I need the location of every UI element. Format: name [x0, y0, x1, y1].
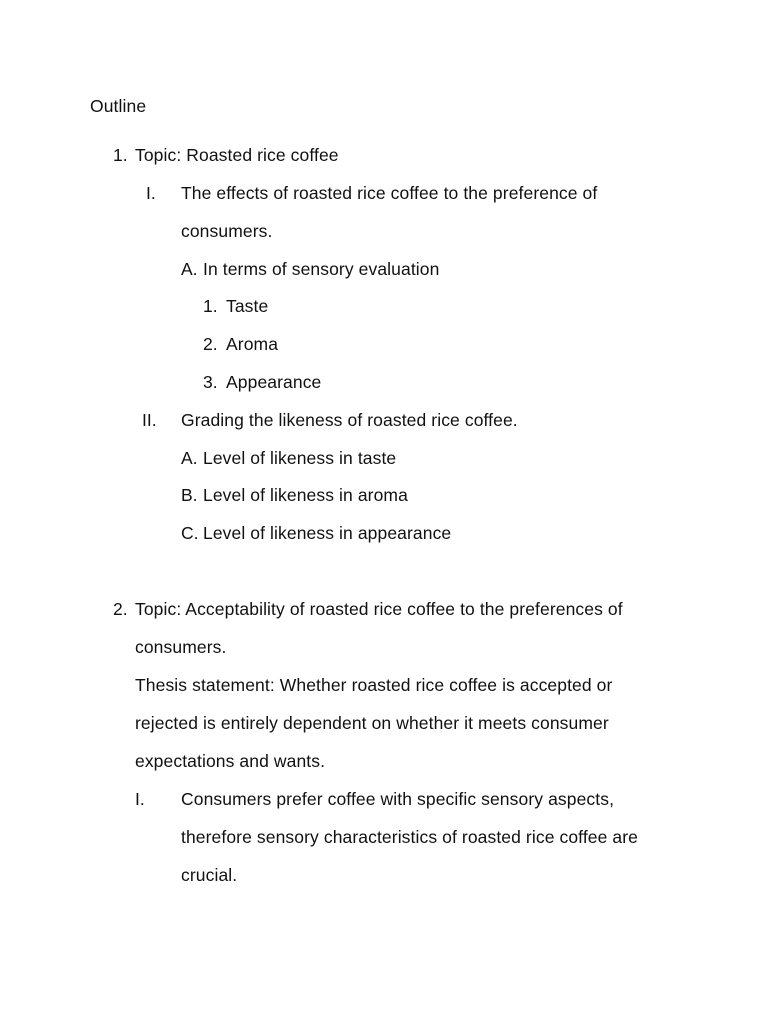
subsection-a-text: In terms of sensory evaluation	[203, 259, 440, 279]
thesis-line-1: Thesis statement: Whether roasted rice coffee is accepted or	[135, 675, 613, 695]
topic-1-section-1-line-2: consumers.	[181, 221, 273, 241]
topic-1-section-2-marker: II.	[142, 410, 157, 430]
subsection-a-marker: A.	[181, 259, 198, 279]
thesis-line-3: expectations and wants.	[135, 751, 326, 771]
likeness-item-marker: A.	[181, 448, 198, 468]
list-item-appearance: Appearance	[226, 372, 322, 392]
likeness-taste: Level of likeness in taste	[203, 448, 397, 468]
likeness-item-marker: B.	[181, 485, 198, 505]
topic-2-line-1: Topic: Acceptability of roasted rice coffee to the preferences of	[135, 599, 623, 619]
topic-2-marker: 2.	[113, 599, 128, 619]
topic-2-section-1-line-1: Consumers prefer coffee with specific sensory aspects,	[181, 789, 615, 809]
list-item-marker: 1.	[203, 296, 218, 316]
likeness-appearance: Level of likeness in appearance	[203, 523, 452, 543]
list-item-aroma: Aroma	[226, 334, 279, 354]
topic-1-title: Topic: Roasted rice coffee	[135, 145, 339, 165]
likeness-item-marker: C.	[181, 523, 199, 543]
topic-1-section-1-marker: I.	[146, 183, 156, 203]
thesis-line-2: rejected is entirely dependent on whether it meets consumer	[135, 713, 609, 733]
topic-2-section-1-line-2: therefore sensory characteristics of roasted rice coffee are	[181, 827, 639, 847]
list-item-marker: 3.	[203, 372, 218, 392]
list-item-taste: Taste	[226, 296, 269, 316]
topic-1-section-2-text: Grading the likeness of roasted rice coffee.	[181, 410, 518, 430]
topic-2-section-1-line-3: crucial.	[181, 865, 238, 885]
topic-1-section-1-line-1: The effects of roasted rice coffee to the preference of	[181, 183, 598, 203]
topic-2-section-1-marker: I.	[135, 789, 145, 809]
list-item-marker: 2.	[203, 334, 218, 354]
likeness-aroma: Level of likeness in aroma	[203, 485, 408, 505]
topic-1-marker: 1.	[113, 145, 128, 165]
outline-heading: Outline	[90, 96, 147, 116]
topic-2-line-2: consumers.	[135, 637, 227, 657]
